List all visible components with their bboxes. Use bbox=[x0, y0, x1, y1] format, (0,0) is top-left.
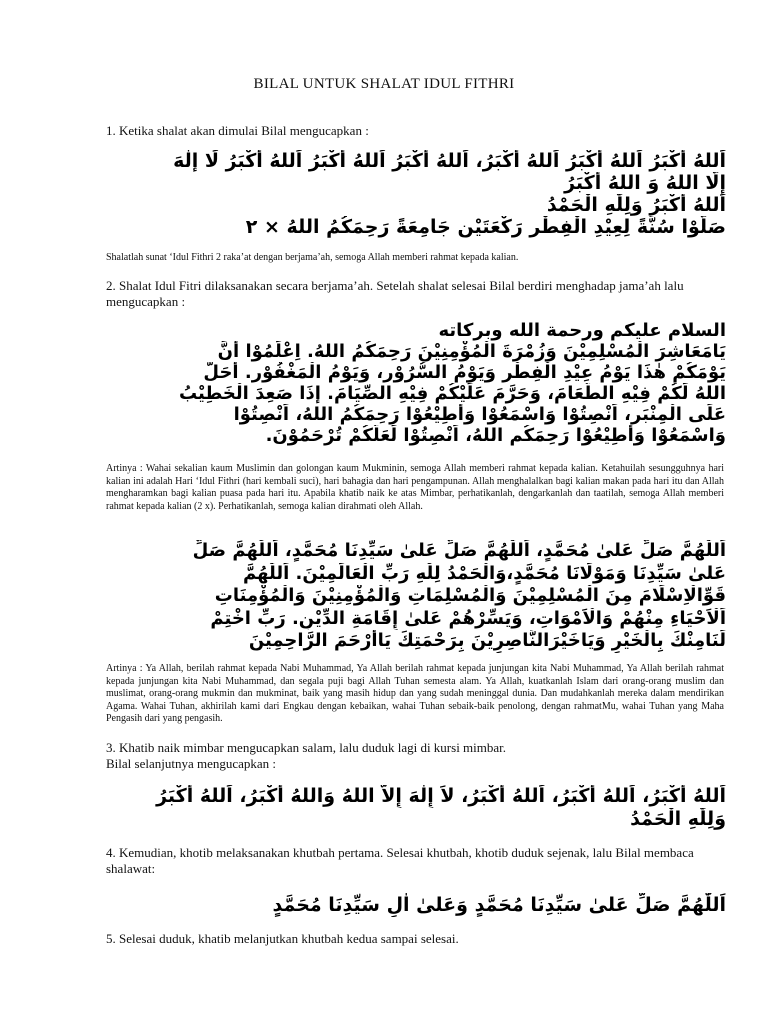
arabic-line: اَللهُ أَكْبَرُ، اَللهُ أَكْبَرُ، اَللهُ أَكْبَرُ، لاَ إِلٰهَ إِلاَّ اللهُ وَاللهُ أَكْبَرُ، اَللهُ أَكْبَرُ bbox=[156, 785, 726, 807]
arabic-line: السلام عليكم ورحمة الله وبركاته bbox=[438, 320, 726, 341]
section-3-arabic bbox=[106, 785, 726, 831]
arabic-line: وَاسْمَعُوْا وَأَطِيْعُوْا رَحِمَكُم اللهُ، اَنْصِتُوْا لَعَلَّكُمْ تُرْحَمُوْنَ. bbox=[265, 425, 726, 446]
arabic-line: وَلِلّٰهِ الْحَمْدُ bbox=[630, 808, 726, 830]
arabic-line: يَامَعَاشِرَ الْمُسْلِمِيْنَ وَزُمْرَةَ الْمُؤْمِنِيْنَ رَحِمَكُمُ اللهُ. اِعْلَمُوْا أَنَّ bbox=[217, 341, 726, 362]
section-4-instruction: 4. Kemudian, khotib melaksanakan khutbah pertama. Selesai khutbah, khotib duduk sejenak, lalu Bilal membaca shalawat: bbox=[106, 845, 694, 876]
arabic-line: اللهُ لَكُمْ فِيْهِ الطَّعَامَ، وَحَرَّمَ عَلَيْكُمْ فِيْهِ الصِّيَامَ. إِذَا صَعِدَ الْخَطِيْبُ bbox=[178, 383, 726, 404]
arabic-line: إِلَّا اللهُ وَ اللهُ أَكْبَرُ bbox=[564, 172, 726, 194]
arabic-line: صَلُّوْا سُنَّةً لِعِيْدِ الْفِطْرِ رَكْعَتَيْنِ جَامِعَةً رَحِمَكُمُ اللهُ × ٢ bbox=[245, 216, 726, 238]
arabic-line: عَلىٰ سَيِّدِنَا وَمَوْلَانَا مُحَمَّدٍ،وَالْحَمْدُ لِلّٰهِ رَبِّ الْعَالَمِيْنَ. اَللّٰهُمَّ bbox=[242, 562, 726, 584]
arabic-line: اَللّٰهُمَّ صَلِّ عَلىٰ سَيِّدِنَا مُحَمَّدٍ وَعَلىٰ اٰلِ سَيِّدِنَا مُحَمَّدٍ bbox=[272, 894, 726, 916]
arabic-line: اَللهُ أَكْبَرُ وَلِلّٰهِ الْحَمْدُ bbox=[546, 194, 726, 216]
doa-arabic bbox=[106, 540, 726, 653]
arabic-line: اَللهُ أَكْبَرُ اَللهُ أَكْبَرُ اَللهُ أَكْبَرُ، اَللهُ أَكْبَرُ اَللهُ أَكْبَرُ اَللهُ أَكْبَرُ لَا إِلٰهَ bbox=[173, 150, 726, 172]
section-4-arabic bbox=[106, 893, 726, 917]
section-1-arabic bbox=[106, 150, 726, 238]
section-2-instruction: 2. Shalat Idul Fitri dilaksanakan secara berjama’ah. Setelah shalat selesai Bilal berdiri menghadap jama’ah lalu mengucapkan : bbox=[106, 278, 684, 309]
arabic-line: لَنَامِنْكَ بِالْخَيْرِ وَيَاخَيْرَالنَّاصِرِيْنَ بِرَحْمَتِكَ يَاأَرْحَمَ الرَّاحِمِيْنَ bbox=[248, 630, 726, 651]
section-3-bilal: Bilal selanjutnya mengucapkan : bbox=[106, 756, 277, 771]
section-1-note: Shalatlah sunat ‘Idul Fithri 2 raka’at dengan berjama’ah, semoga Allah memberi rahmat kepada kalian. bbox=[106, 252, 519, 263]
page-title: BILAL UNTUK SHALAT IDUL FITHRI bbox=[253, 76, 515, 92]
arabic-line: اَللّٰهُمَّ صَلِّ عَلىٰ مُحَمَّدٍ، اَللّٰهُمَّ صَلِّ عَلىٰ سَيِّدِنَا مُحَمَّدٍ، اَللّٰهُمَّ صَلِّ bbox=[192, 540, 726, 561]
section-2-arabic bbox=[106, 320, 726, 446]
arabic-line: قَوِّالْاِسْلَامَ مِنَ الْمُسْلِمِيْنَ وَالْمُسْلِمَاتِ وَالْمُؤْمِنِيْنَ وَالْمُؤْمِنَاتِ bbox=[214, 585, 726, 606]
section-1-instruction: 1. Ketika shalat akan dimulai Bilal mengucapkan : bbox=[106, 123, 369, 138]
section-2-translation: Artinya : Wahai sekalian kaum Muslimin dan golongan kaum Mukminin, semoga Allah memberi rahmat kepada kalian. Ketahuilah sesungguhnya hari kalian ini adalah Hari ‘Idul Fithri (hari kembali suci), hari bahagia dan hari pengampunan. Allah menghalalkan bagi kalian makan pada hari itu dan Allah mengharamkan bagi kalian puasa pada hari itu. Apabila khatib naik ke atas Mimbar, perhatikanlah, dengarkanlah dan taatilah, semoga Allah memberi rahmat kepada kalian (2 x). Perhatikanlah, semoga kalian dirahmati oleh Allah. bbox=[106, 463, 724, 512]
doa-translation: Artinya : Ya Allah, berilah rahmat kepada Nabi Muhammad, Ya Allah berilah rahmat kepada junjungan kita Nabi Muhammad, Ya Allah berilah rahmat kepada junjungan kita Nabi Muhammad, dan segala puji bagi Allah Tuhan semesta alam. Ya Allah, kuatkanlah Islam dari orang-orang muslim dan muslimat, orang-orang mukmin dan mukminat, baik yang masih hidup dan yang sudah meninggal dunia. Dan mudahkanlah mereka dalam mendirikan Agama. Wahai Tuhan, akhirilah kami dari Engkau dengan kebaikan, wahai Tuhan sebaik-baik penolong, dengan rahmatMu, wahai Tuhan yang Maha Pengasih dari yang pengasih. bbox=[106, 663, 724, 724]
arabic-line: اَلْاَحْيَاءِ مِنْهُمْ وَالْاَمْوَاتِ، وَيَسِّرْهُمْ عَلىٰ إِقَامَةِ الدِّيْنِ. رَبِّ اخْتِمْ bbox=[210, 607, 726, 629]
arabic-line: عَلَى الْمِنْبَرِ، اَنْصِتُوْا وَاسْمَعُوْا وَأَطِيْعُوْا رَحِمَكُمُ اللهُ، اَنْصِتُوْا bbox=[233, 404, 726, 425]
section-3-instruction: 3. Khatib naik mimbar mengucapkan salam, lalu duduk lagi di kursi mimbar. bbox=[106, 740, 507, 755]
section-5-instruction: 5. Selesai duduk, khatib melanjutkan khutbah kedua sampai selesai. bbox=[106, 931, 459, 946]
arabic-line: يَوْمَكُمْ هٰذَا يَوْمُ عِيْدِ الْفِطْرِ وَيَوْمُ السُّرُوْرِ، وَيَوْمُ الْمَغْفُوْرِ. أَحَلَّ bbox=[203, 362, 726, 383]
